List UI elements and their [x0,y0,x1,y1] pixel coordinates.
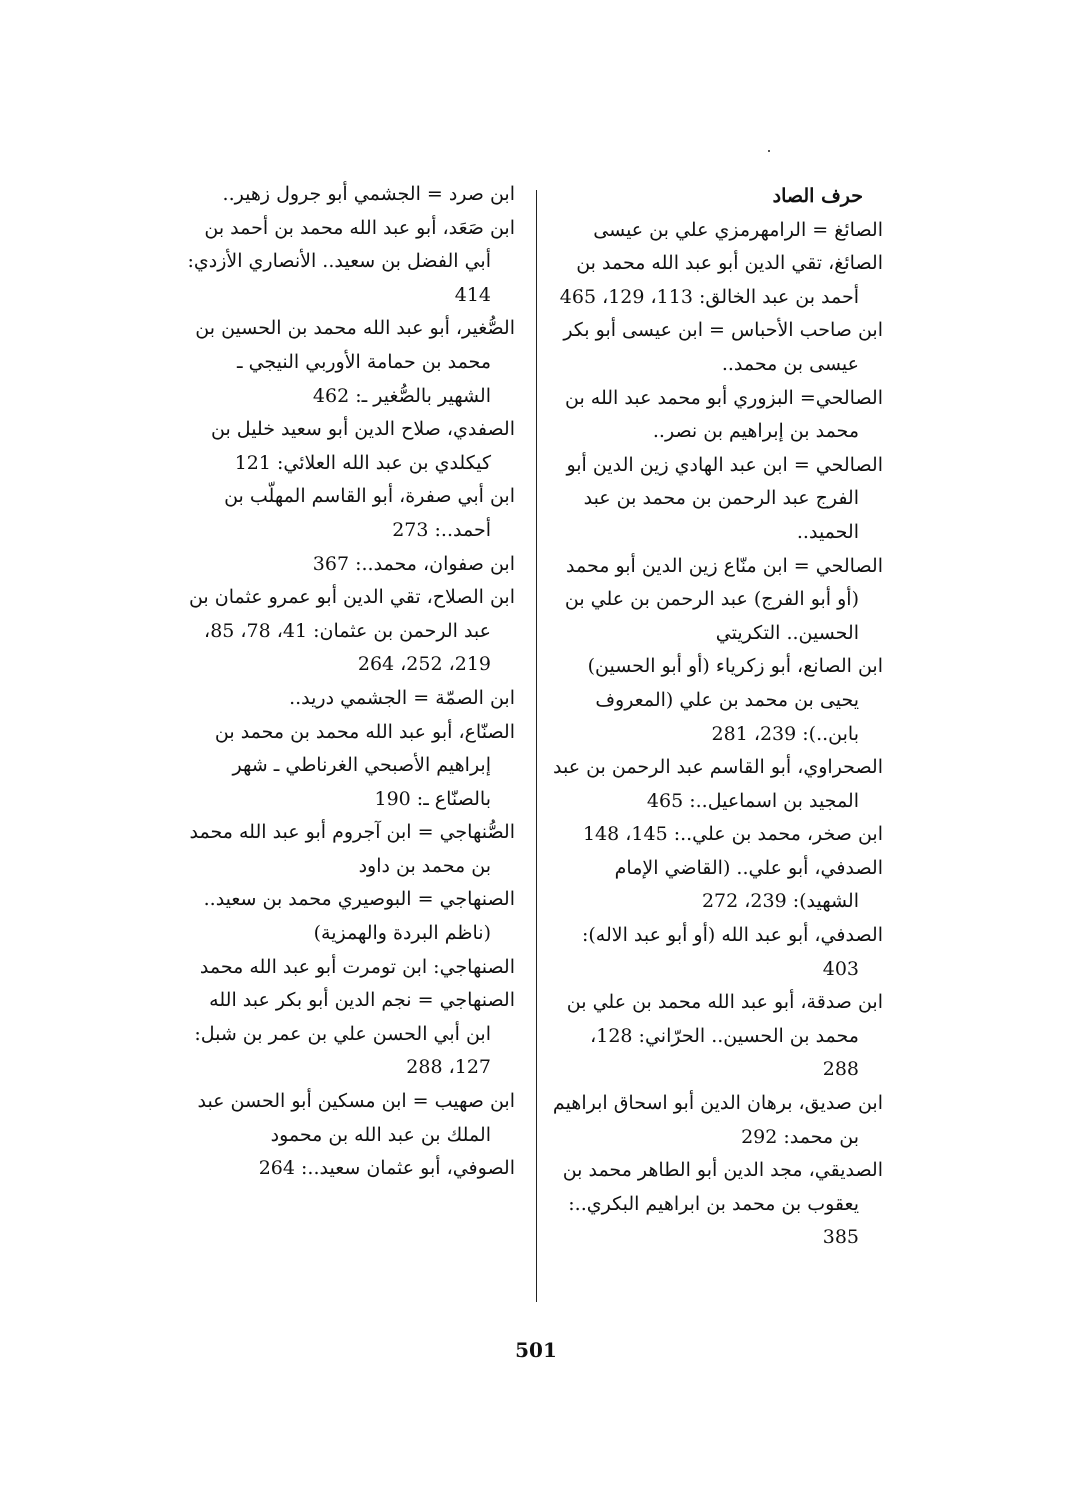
index-entry: ابن الصلاح، تقي الدين أبو عمرو عثمان بن عبد الرحمن بن عثمان: 41، 78، 85، 219، 252، 264 [188,586,515,676]
index-entry: الصوفي، أبو عثمان سعيد..: 264 [258,1157,515,1180]
index-entry: الصنهاجي = نجم الدين أبو بكر عبد الله ابن أبي الحسن علي بن عمر بن شبل: 127، 288 [194,989,515,1079]
index-entry: الصفدي، صلاح الدين أبو سعيد خليل بن كيكلدي بن عبد الله العلائي: 121 [211,418,515,474]
index-entry: ابن أبي صفرة، أبو القاسم المهلّب بن أحمد..: 273 [224,485,515,541]
index-entry: ابن الصمّة = الجشمي دريد.. [289,686,515,709]
index-entry: ابن صديق، برهان الدين أبو اسحاق ابراهيم بن محمد: 292 [552,1092,883,1148]
index-entry: الصائغ، تقي الدين أبو عبد الله محمد بن أحمد بن عبد الخالق: 113، 129، 465 [559,252,883,308]
index-entry: ابن صفوان، محمد..: 367 [312,552,515,575]
left-column [180,178,515,1186]
section-heading: حرف الصاد [772,185,863,207]
index-entry: ابن صاحب الأحباس = ابن عيسى أبو بكر عيسى بن محمد.. [563,319,883,375]
index-entry: الصُّنهاجي = ابن آجروم أبو عبد الله محمد بن محمد بن داود [189,821,515,877]
index-entry: الصدفي، أبو علي.. (القاضي الإمام الشهيد): 239، 272 [614,856,883,913]
scan-speck [768,150,770,152]
index-entry: ابن الصانع، أبو زكرياء (أو أبو الحسين) يحيى بن محمد بن علي (المعروف بابن..): 239، 281 [587,655,883,745]
index-entry: الصالحي = ابن عبد الهادي زين الدين أبو الفرج عبد الرحمن بن محمد بن عبد الحميد.. [566,453,883,543]
index-entry: الصنّاع، أبو عبد الله محمد بن محمد بن إبراهيم الأصبحي الغرناطي ـ شهر بالصنّاع ـ: 190 [214,720,515,810]
right-column [548,180,883,1255]
page-number: 501 [515,1338,557,1362]
index-entry: الصُّغير، أبو عبد الله محمد بن الحسين بن محمد بن حمامة الأوربي النيجي ـ الشهير بالصُّغير ـ: 462 [195,317,515,407]
index-entry: الصالحي = ابن منّاع زين الدين أبو محمد (أو أبو الفرج) عبد الرحمن بن علي بن الحسين.. التكريتي [564,554,883,644]
index-entry: ابن صَعَد، أبو عبد الله محمد بن أحمد بن أبي الفضل بن سعيد.. الأنصاري الأزدي: 414 [187,216,515,306]
index-entry: الصدفي، أبو عبد الله (أو أبو عبد الاله): 403 [581,924,883,980]
index-entry: الصحراوي، أبو القاسم عبد الرحمن بن عبد المجيد بن اسماعيل..: 465 [553,756,883,812]
index-entry: الصائغ = الرامهرمزي علي بن عيسى [593,218,883,241]
index-entry: ابن صرد = الجشمي أبو جرول زهير.. [222,183,515,205]
index-entry: ابن صخر، محمد بن علي..: 145، 148 [582,823,883,846]
index-entry: الصديقي، مجد الدين أبو الطاهر محمد بن يعقوب بن محمد بن ابراهيم البكري..: 385 [562,1159,883,1249]
column-divider [536,190,537,1302]
index-entry: الصالحي= البزوري أبو محمد عبد الله بن محمد بن إبراهيم بن نصر.. [564,386,883,443]
index-entry: الصنهاجي = البوصيري محمد بن سعيد.. (ناظم البردة والهمزية) [203,888,515,945]
index-entry: ابن صهيب = ابن مسكين أبو الحسن عبد الملك بن عبد الله بن محمود [197,1090,515,1146]
index-entry: ابن صدقة، أبو عبد الله محمد بن علي بن محمد بن الحسين.. الحرّاني: 128، 288 [566,991,883,1081]
index-entry: الصنهاجي: ابن تومرت أبو عبد الله محمد [199,955,515,978]
